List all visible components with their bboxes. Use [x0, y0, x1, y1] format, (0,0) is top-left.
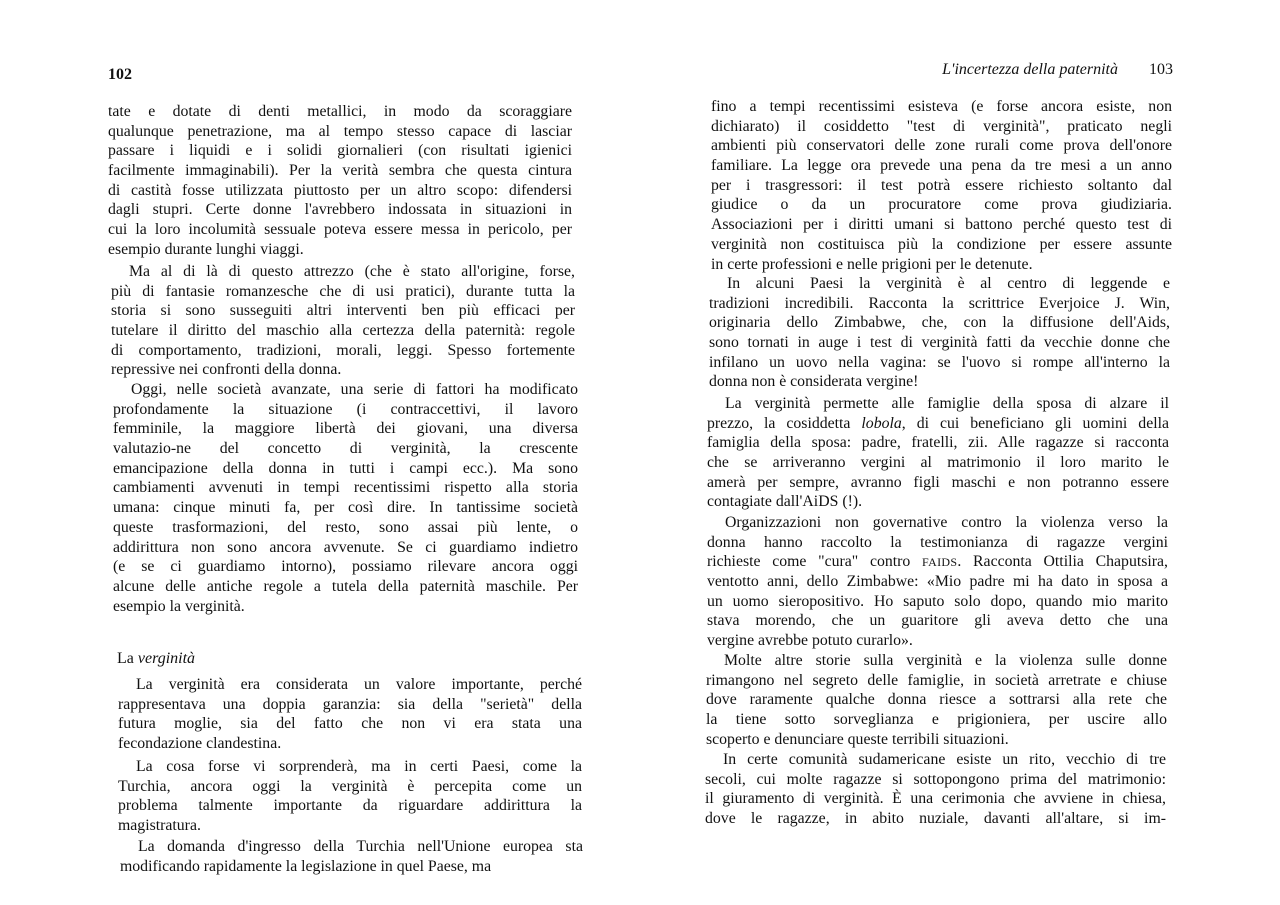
running-title: L'incertezza della paternità [942, 61, 1118, 78]
paragraph [111, 262, 575, 380]
text-segment: , di cui beneficiano gli uomini della [901, 414, 1169, 432]
paragraph [706, 651, 1167, 749]
text-line: La cosa forse vi sorprenderà, ma in certi Paesi, come la [136, 758, 582, 775]
paragraph [711, 97, 1172, 274]
heading-italic: verginità [137, 650, 196, 667]
text-line: In alcuni Paesi la verginità è al centro di leggende e [727, 275, 1170, 292]
heading-prefix: La [117, 650, 138, 667]
text-line: donna non è considerata vergine! [709, 373, 919, 391]
text-line: emancipazione della donna in tutti i campi ecc.). Ma sono [113, 459, 578, 477]
text-line: fecondazione clandestina. [118, 735, 282, 753]
paragraph [113, 380, 578, 616]
text-line: Associazioni per i diritti umani si battono perché questo test di [711, 216, 1172, 234]
text-line: Molte altre storie sulla verginità e la violenza sulle donne [724, 652, 1167, 669]
text-line: dichiarato) il cosiddetto "test di verginità", praticato negli [711, 117, 1172, 135]
paragraph [120, 837, 583, 876]
text-line: ventotto anni, dello Zimbabwe: «Mio padre mi ha dato in sposa a [707, 573, 1168, 591]
text-line: la tiene sotto sorveglianza e prigioniera, per uscire allo [706, 711, 1167, 729]
text-line: un uomo sieropositivo. Ho saputo solo dopo, quando mio marito [707, 592, 1168, 610]
text-line: Turchia, ancora oggi la verginità è percepita come un [118, 777, 582, 795]
page-number: 102 [108, 66, 132, 83]
text-line: rimangono nel segreto delle famiglie, in società arretrate e chiuse [706, 671, 1167, 689]
text-line: problema talmente importante da riguardare addirittura la [118, 797, 582, 815]
text-line: repressive nei confronti della donna. [111, 361, 342, 379]
paragraph [707, 394, 1169, 512]
text-line: di castità fosse utilizzata piuttosto per un altro scopo: difendersi [108, 181, 572, 199]
text-line: cui la loro incolumità sessuale poteva essere messa in pericolo, per [108, 221, 572, 239]
text-line: sono tornati in auge i test di verginità fatti da vecchie donne che [709, 334, 1170, 352]
text-line: umana: cinque minuti fa, per così dire. In tantissime società [113, 499, 578, 517]
text-line: alcune delle antiche regole a tutela della paternità maschile. Per [113, 577, 578, 595]
text-line: che se arriveranno vergini al matrimonio il loro marito le [707, 454, 1169, 472]
text-line: dagli stupri. Certe donne l'avrebbero indossata in situazioni in [108, 201, 572, 219]
text-line: vergine avrebbe potuto curarlo». [707, 632, 913, 650]
text-line: cambiamenti avvenuti in tempi recentissimi rispetto alla storia [113, 479, 578, 497]
text-line: fino a tempi recentissimi esisteva (e forse ancora esiste, non [711, 98, 1172, 115]
section-heading [117, 649, 195, 669]
text-line: per i trasgressori: il test potrà essere richiesto soltanto dal [711, 176, 1172, 194]
paragraph [108, 102, 572, 260]
text-segment: . Racconta Ottilia Chaputsira, [957, 553, 1168, 571]
text-line: Oggi, nelle società avanzate, una serie di fattori ha modificato [131, 381, 578, 398]
text-line: futura moglie, sia del fatto che non vi era stata una [118, 715, 582, 733]
text-line: addirittura non sono ancora avvenute. Se ci guardiamo indietro [113, 538, 578, 556]
text-line: valutazio-ne del concetto di verginità, la crescente [113, 440, 578, 458]
text-line: passare i liquidi e i solidi giornalieri (con risultati igienici [108, 142, 572, 160]
text-line: magistratura. [118, 817, 201, 835]
text-line: di comportamento, tradizioni, morali, leggi. Spesso fortemente [111, 341, 575, 359]
text-line: esempio durante lunghi viaggi. [108, 240, 304, 258]
text-line: La verginità era considerata un valore importante, perché [136, 676, 582, 693]
text-line: La verginità permette alle famiglie della sposa di alzare il [725, 395, 1169, 412]
text-line: storia si sono susseguiti altri interventi ben più efficaci per [111, 302, 575, 320]
text-line: donna hanno raccolto la testimonianza di ragazze vergini [707, 533, 1168, 551]
text-line: il giuramento di verginità. È una cerimonia che avviene in chiesa, [705, 790, 1166, 808]
text-line: facilmente immaginabili). Per la verità sembra che questa cintura [108, 162, 572, 180]
text-segment: prezzo, la cosiddetta [707, 414, 862, 432]
text-line: profondamente la situazione (i contraccettivi, il lavoro [113, 400, 578, 418]
text-line: ambienti più conservatori delle zone rurali come prova dell'onore [711, 137, 1172, 155]
text-line: femminile, la maggiore libertà dei giovani, una diversa [113, 420, 578, 438]
text-line [707, 552, 1168, 572]
text-line: verginità non costituisca più la condizione per essere assunte [711, 235, 1172, 253]
text-line: giudice o da un procuratore come prova giudiziaria. [711, 196, 1172, 214]
text-line: tate e dotate di denti metallici, in modo da scoraggiare [108, 103, 572, 120]
text-line: secoli, cui molte ragazze si sottopongono prima del matrimonio: [705, 770, 1166, 788]
text-line: (e se ci guardiamo intorno), possiamo rilevare ancora oggi [113, 558, 578, 576]
text-line: stava morendo, che un guaritore gli aveva detto che una [707, 612, 1168, 630]
paragraph [705, 750, 1166, 829]
text-line: amerà per sempre, avranno figli maschi e non potranno essere [707, 473, 1169, 491]
text-line: dove le ragazze, in abito nuziale, davanti all'altare, si im- [705, 810, 1166, 828]
text-line: in certe professioni e nelle prigioni per le detenute. [711, 255, 1033, 273]
text-line: dove raramente qualche donna riesce a sottrarsi alla rete che [706, 691, 1167, 709]
paragraph [709, 274, 1170, 392]
text-line: queste trasformazioni, del resto, sono assai più lente, o [113, 518, 578, 536]
paragraph [707, 513, 1168, 651]
paragraph [118, 675, 582, 754]
text-line: contagiate dall'AiDS (!). [707, 493, 863, 511]
text-line: tradizioni incredibili. Racconta la scrittrice Everjoice J. Win, [709, 294, 1170, 312]
text-line: famiglia della sposa: padre, fratelli, zii. Alle ragazze si racconta [707, 434, 1169, 452]
italic-term: lobola [861, 414, 902, 432]
text-line: più di fantasie romanzesche che di usi pratici), durante tutta la [111, 282, 575, 300]
text-line: rappresentava una doppia garanzia: sia della "serietà" della [118, 695, 582, 713]
text-line: Ma al di là di questo attrezzo (che è stato all'origine, forse, [129, 263, 575, 280]
text-line: esempio la verginità. [113, 597, 245, 615]
text-line: originaria dello Zimbabwe, che, con la diffusione dell'Aids, [709, 314, 1170, 332]
text-line: qualunque penetrazione, ma al tempo stesso capace di lasciar [108, 122, 572, 140]
page-number: 103 [1149, 61, 1173, 78]
text-line: In certe comunità sudamericane esiste un rito, vecchio di tre [723, 751, 1166, 768]
paragraph [118, 757, 582, 836]
small-caps-term: FAIDS [922, 555, 958, 570]
text-line: modificando rapidamente la legislazione in quel Paese, ma [120, 857, 492, 875]
text-line [707, 414, 1169, 434]
text-segment: richieste come "cura" contro [707, 553, 923, 571]
text-line: scoperto e denunciare queste terribili situazioni. [706, 730, 1009, 748]
text-line: tutelare il diritto del maschio alla certezza della paternità: regole [111, 322, 575, 340]
text-line: familiare. La legge ora prevede una pena da tre mesi a un anno [711, 157, 1172, 175]
text-line: Organizzazioni non governative contro la violenza verso la [725, 514, 1168, 531]
text-line: La domanda d'ingresso della Turchia nell'Unione europea sta [138, 838, 583, 855]
text-line: infilano un uovo nella vagina: se l'uovo si rompe all'interno la [709, 353, 1170, 371]
